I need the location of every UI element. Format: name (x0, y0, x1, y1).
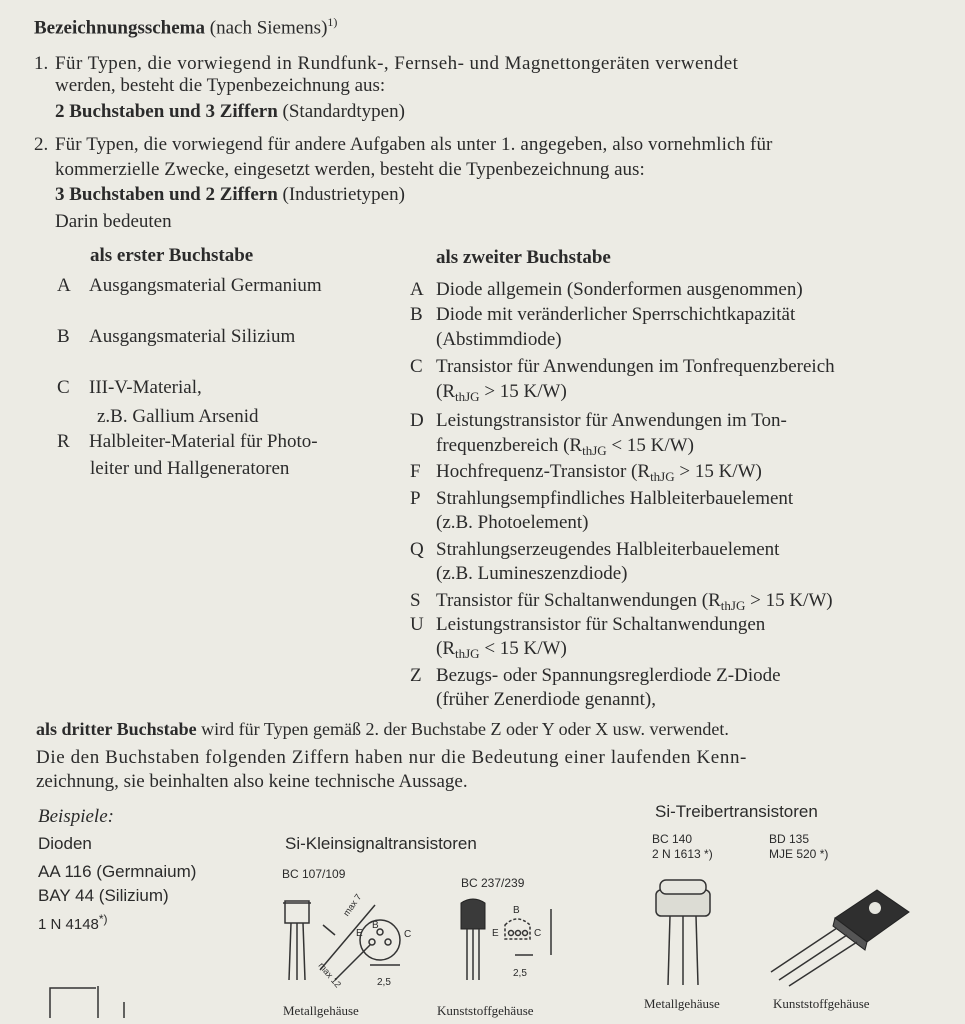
item-2-number: 2. (34, 134, 49, 155)
pin-b2-label: B (513, 905, 520, 916)
item-2-line-1: Für Typen, die vorwiegend für andere Aufgaben als unter 1. angegeben, also vornehmlich für (55, 134, 773, 155)
part-2n1613: 2 N 1613 *) (652, 847, 713, 861)
third-line-1: als dritter Buchstabe wird für Typen gemäß 2. der Buchstabe Z oder Y oder X usw. verwendet. (36, 719, 729, 739)
part-mje520: MJE 520 *) (769, 847, 829, 861)
driver-heading: Si-Treibertransistoren (655, 802, 818, 821)
diodes-heading: Dioden (38, 834, 92, 853)
to126-transistor-drawing (765, 880, 915, 990)
second-letter-S: S Transistor für Schaltanwendungen ($R_{thJG} > 15$ K/W) (410, 590, 833, 613)
part-bc107: BC 107/109 (282, 867, 346, 881)
second-letter-B-cont: (Abstimmdiode) (436, 329, 562, 350)
second-letter-U: U Leistungstransistor für Schaltanwendungen (410, 614, 766, 635)
to92-transistor-drawing (455, 895, 565, 995)
first-letter-C: C III-V-Material, (57, 377, 202, 398)
second-letter-C: C Transistor für Anwendungen im Tonfrequenzbereich (410, 356, 835, 377)
dim-max12: max 12 (316, 960, 344, 990)
second-letter-heading: als zweiter Buchstabe (436, 247, 611, 268)
part-bd135: BD 135 (769, 832, 810, 846)
second-letter-P: P Strahlungsempfindliches Halbleiterbauelement (410, 488, 794, 509)
pin-e2-label: E (492, 928, 499, 939)
dim-2-5-b: 2,5 (513, 968, 527, 979)
item-2-line-2: kommerzielle Zwecke, eingesetzt werden, besteht die Typenbezeichnung aus: (55, 159, 645, 180)
diode-example-3: 1 N 4148*) (38, 912, 108, 933)
third-line-2: Die den Buchstaben folgenden Ziffern haben nur die Bedeutung einer laufenden Kenn- (36, 747, 747, 768)
pin-b-label: B (372, 920, 379, 931)
pin-c-label: C (404, 929, 412, 940)
darin-bedeuten: Darin bedeuten (55, 211, 172, 232)
item-2-line-3: 3 Buchstaben und 2 Ziffern (Industrietypen) (55, 184, 405, 205)
second-letter-D-cont: frequenzbereich ($R_{thJG} < 15$ K/W) (436, 435, 694, 458)
dim-max7: max 7 (341, 892, 364, 918)
second-letter-A: A Diode allgemein (Sonderformen ausgenommen) (410, 279, 803, 300)
second-letter-U-cont: ($R_{thJG} < 15$ K/W) (436, 638, 567, 661)
part-bc140: BC 140 (652, 832, 693, 846)
dim-2-5-a: 2,5 (377, 977, 391, 988)
part-bc237: BC 237/239 (461, 876, 525, 890)
item-1-number: 1. (34, 53, 49, 74)
second-letter-C-cont: ($R_{thJG} > 15$ K/W) (436, 381, 567, 404)
pin-c2-label: C (534, 928, 542, 939)
caption-metal-case-2: Metallgehäuse (644, 996, 720, 1011)
page-title: Bezeichnungsschema (nach Siemens)$^{1)}$ (34, 15, 338, 39)
item-1-line-2: werden, besteht die Typenbezeichnung aus: (55, 75, 386, 96)
caption-metal-case-1: Metallgehäuse (283, 1003, 359, 1018)
caption-plastic-case-2: Kunststoffgehäuse (773, 996, 870, 1011)
item-1-line-1: Für Typen, die vorwiegend in Rundfunk-, Fernseh- und Magnettongeräten verwendet (55, 53, 739, 74)
caption-plastic-case-1: Kunststoffgehäuse (437, 1003, 534, 1018)
small-signal-heading: Si-Kleinsignaltransistoren (285, 834, 477, 853)
diode-example-1: AA 116 (Germnaium) (38, 862, 197, 881)
second-letter-F: F Hochfrequenz-Transistor ($R_{thJG} > 15$ K/W) (410, 461, 762, 484)
examples-heading: Beispiele: (38, 806, 114, 827)
first-letter-B: B Ausgangsmaterial Silizium (57, 326, 296, 347)
first-letter-R-cont: leiter und Hallgeneratoren (90, 458, 290, 479)
second-letter-Q-cont: (z.B. Lumineszenzdiode) (436, 563, 628, 584)
first-letter-A: A Ausgangsmaterial Germanium (57, 275, 322, 296)
first-letter-C-cont: z.B. Gallium Arsenid (97, 406, 259, 427)
to39-transistor-drawing (648, 870, 718, 990)
second-letter-Z-cont: (früher Zenerdiode genannt), (436, 689, 656, 710)
second-letter-D: D Leistungstransistor für Anwendungen im Ton- (410, 410, 787, 431)
third-line-3: zeichnung, sie beinhalten also keine technische Aussage. (36, 771, 468, 792)
second-letter-B: B Diode mit veränderlicher Sperrschichtkapazität (410, 304, 796, 325)
second-letter-P-cont: (z.B. Photoelement) (436, 512, 589, 533)
second-letter-Q: Q Strahlungserzeugendes Halbleiterbauelement (410, 539, 780, 560)
pin-e-label: E (356, 928, 363, 939)
diode-example-2: BAY 44 (Silizium) (38, 886, 169, 905)
first-letter-R: R Halbleiter-Material für Photo- (57, 431, 318, 452)
diode-drawing (36, 978, 126, 1024)
item-1-line-3: 2 Buchstaben und 3 Ziffern (Standardtypen) (55, 101, 405, 122)
second-letter-Z: Z Bezugs- oder Spannungsreglerdiode Z-Diode (410, 665, 781, 686)
first-letter-heading: als erster Buchstabe (90, 245, 254, 266)
